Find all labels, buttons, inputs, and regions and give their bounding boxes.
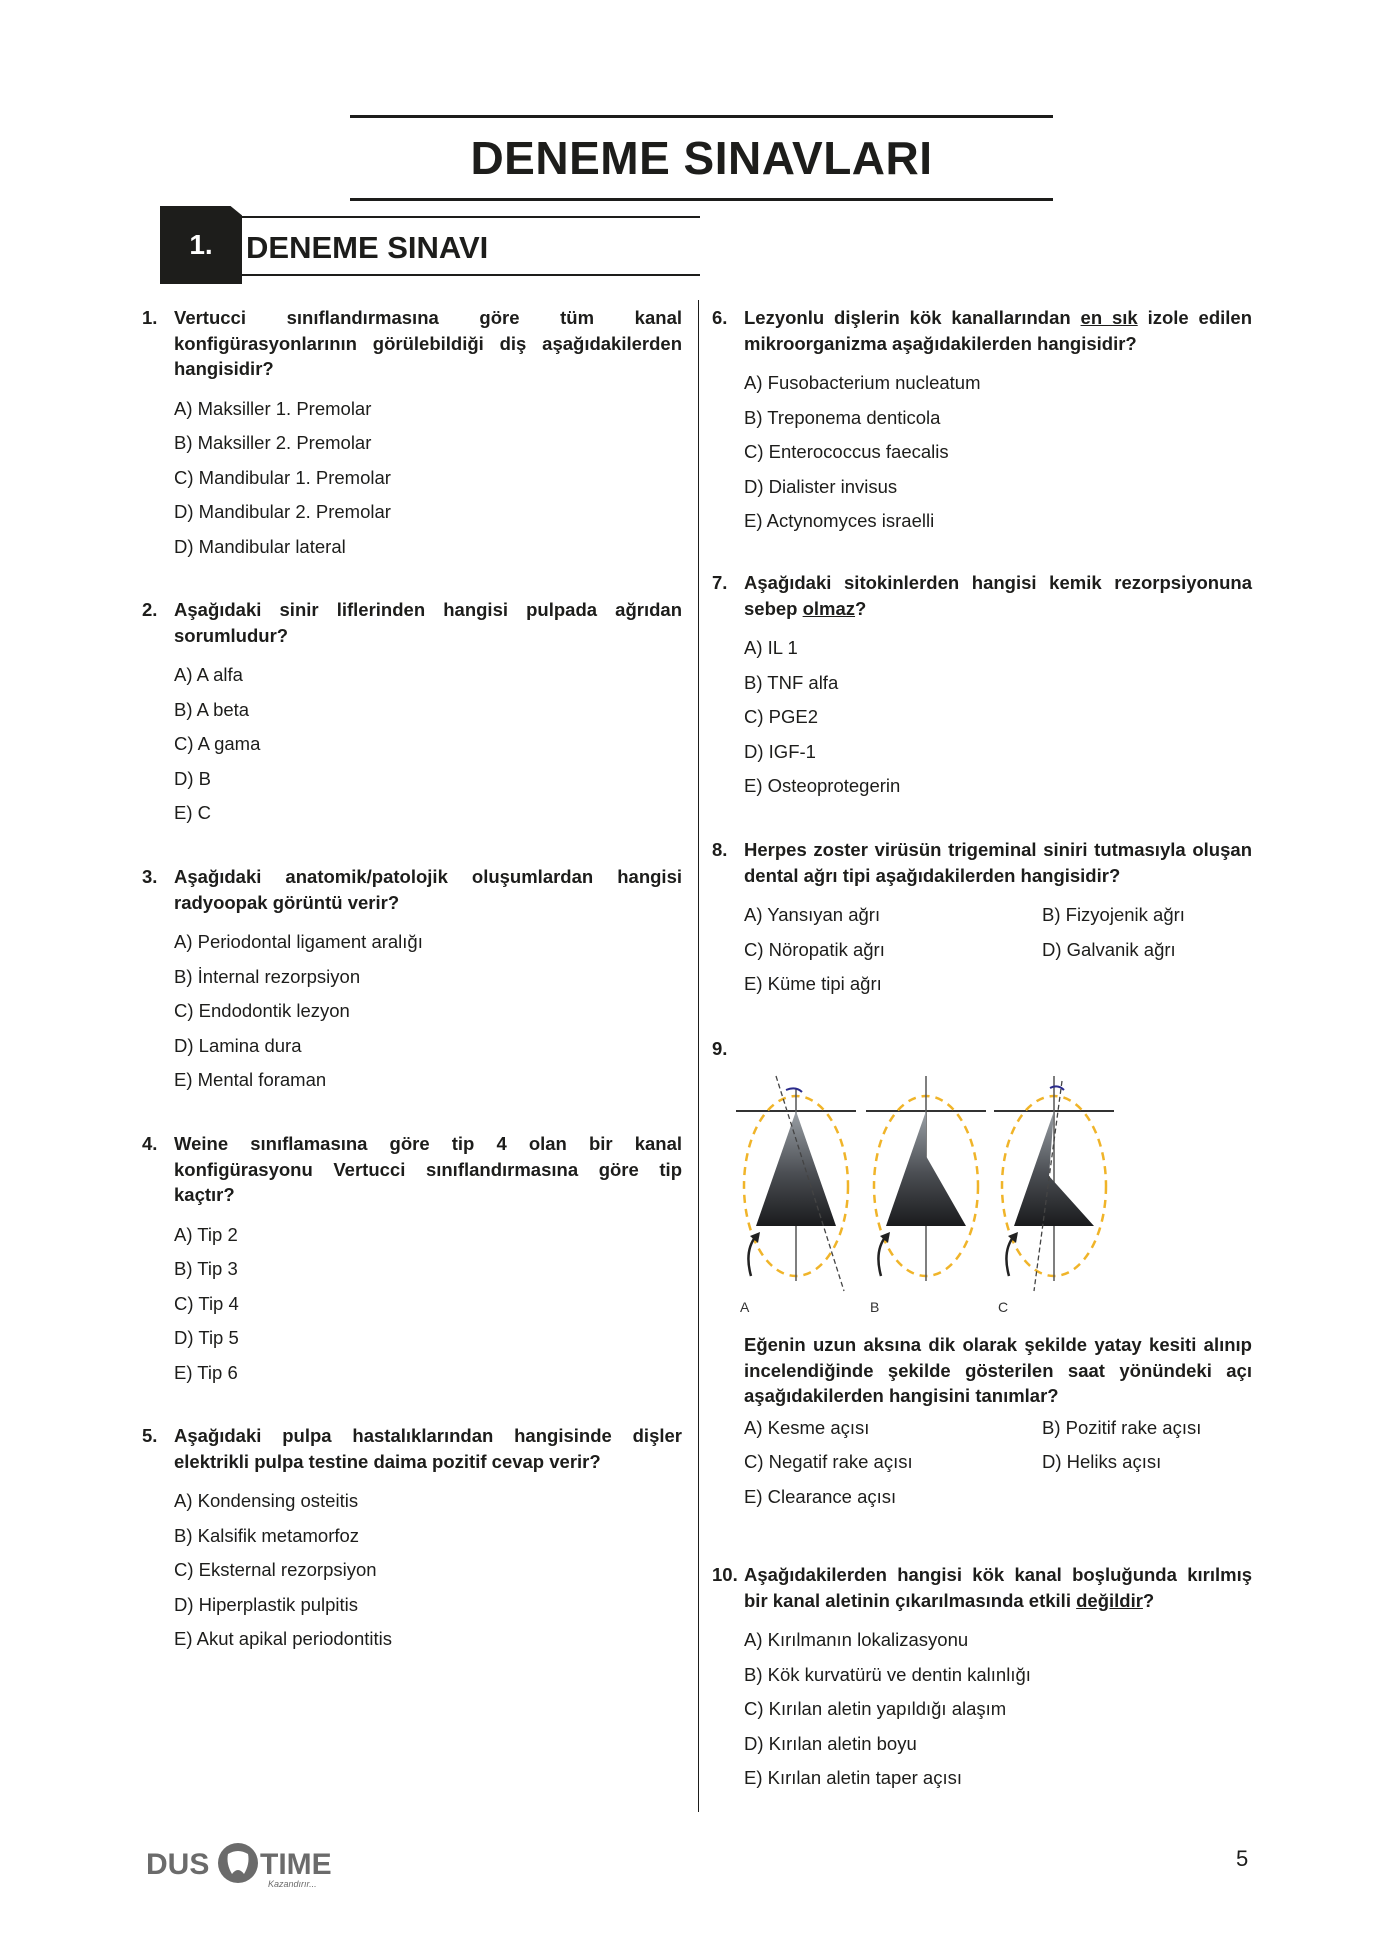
option: D) Mandibular lateral: [174, 535, 346, 557]
option: C) Eksternal rezorpsiyon: [174, 1559, 377, 1580]
question-1: [142, 305, 682, 564]
option: B) Tip 3: [174, 1258, 238, 1279]
option: D) Lamina dura: [174, 1034, 302, 1056]
question-6: [712, 305, 1252, 539]
option: D) Heliks açısı: [1042, 1451, 1162, 1472]
option: D) Dialister invisus: [744, 475, 898, 497]
divider: [240, 216, 700, 218]
logo-text-right: TIME: [260, 1848, 332, 1881]
question-number: 2.: [142, 599, 158, 620]
option: A) Fusobacterium nucleatum: [744, 372, 981, 393]
question-text: Aşağıdaki sinir liflerinden hangisi pulpada ağrıdan sorumludur?: [174, 599, 682, 646]
option: B) Kalsifik metamorfoz: [174, 1524, 360, 1546]
option: E) Kırılan aletin taper açısı: [744, 1767, 962, 1788]
question-4: [142, 1131, 682, 1390]
option: A) Kırılmanın lokalizasyonu: [744, 1629, 969, 1650]
question-7: [712, 570, 1252, 804]
question-text: Aşağıdaki anatomik/patolojik oluşumlardan hangisi radyoopak görüntü verir?: [174, 866, 682, 913]
option: E) Mental foraman: [174, 1069, 327, 1090]
dustime-logo: [146, 1840, 346, 1890]
question-number: 9.: [712, 1038, 728, 1059]
question-number: 1.: [142, 307, 158, 328]
option: A) A alfa: [174, 664, 243, 685]
question-number: 3.: [142, 866, 158, 887]
option: C) Enterococcus faecalis: [744, 441, 949, 462]
question-3: [142, 864, 682, 1098]
question-text: Eğenin uzun aksına dik olarak şekilde yatay kesiti alınıp incelendiğinde şekilde gösterilen saat yönündeki açı aşağıdakilerden hangisini tanımlar?: [744, 1334, 1252, 1406]
question-number: 8.: [712, 839, 728, 860]
page-number: 5: [1236, 1846, 1249, 1871]
figure-label-c: C: [998, 1299, 1009, 1315]
question-number: 6.: [712, 307, 728, 328]
question-9: [712, 1332, 1252, 1514]
page-title-block: [350, 115, 1053, 201]
figure-label-b: B: [870, 1299, 880, 1315]
option: D) IGF-1: [744, 740, 816, 762]
question-9-number: [712, 1036, 1252, 1062]
section-title: DENEME SINAVI: [246, 230, 489, 265]
page-title: DENEME SINAVLARI: [470, 132, 933, 184]
figure-panel-b: [866, 1076, 986, 1281]
section-number: 1.: [189, 229, 213, 260]
option: C) Negatif rake açısı: [744, 1451, 913, 1472]
question-text: Herpes zoster virüsün trigeminal siniri tutmasıyla oluşan dental ağrı tipi aşağıdakilerden hangisidir?: [744, 839, 1252, 886]
option: C) A gama: [174, 733, 261, 754]
question-number: 10.: [712, 1564, 738, 1585]
question-number: 5.: [142, 1425, 158, 1446]
option: A) Yansıyan ağrı: [744, 904, 881, 925]
option: B) İnternal rezorpsiyon: [174, 965, 361, 987]
figure-panel-c: [994, 1076, 1114, 1291]
option: A) Periodontal ligament aralığı: [174, 931, 423, 952]
option: E) Küme tipi ağrı: [744, 973, 882, 994]
option: B) Treponema denticola: [744, 406, 941, 428]
figure-panel-a: [736, 1076, 856, 1291]
option: A) Maksiller 1. Premolar: [174, 397, 372, 419]
figure-label-a: A: [740, 1299, 750, 1315]
option: A) IL 1: [744, 637, 798, 658]
question-8: [712, 837, 1252, 1002]
option: B) Pozitif rake açısı: [1042, 1416, 1202, 1438]
question-text: Vertucci sınıflandırmasına göre tüm kanal konfigürasyonlarının görülebildiği diş aşağıdakilerden hangisidir?: [174, 307, 682, 379]
question-text: Aşağıdakilerden hangisi kök kanal boşluğunda kırılmış bir kanal aletinin çıkarılmasında etkili değildir?: [744, 1564, 1252, 1611]
section-header: [160, 206, 700, 278]
question-text: Aşağıdaki sitokinlerden hangisi kemik rezorpsiyonuna sebep olmaz?: [744, 572, 1252, 619]
option: D) B: [174, 767, 211, 789]
option: C) Nöropatik ağrı: [744, 938, 885, 960]
option: B) Fizyojenik ağrı: [1042, 904, 1185, 925]
option: B) A beta: [174, 698, 250, 720]
option: B) Kök kurvatürü ve dentin kalınlığı: [744, 1663, 1031, 1685]
option: C) Kırılan aletin yapıldığı alaşım: [744, 1698, 1007, 1719]
option: C) Mandibular 1. Premolar: [174, 466, 391, 488]
option: A) Kesme açısı: [744, 1416, 870, 1438]
logo-text-left: DUS: [146, 1848, 210, 1881]
option: E) Tip 6: [174, 1361, 238, 1383]
question-number: 7.: [712, 572, 728, 593]
file-geometry-figure: [736, 1066, 1116, 1316]
option: D) Kırılan aletin boyu: [744, 1732, 917, 1754]
question-number: 4.: [142, 1133, 158, 1154]
option: E) Osteoprotegerin: [744, 775, 901, 796]
option: B) TNF alfa: [744, 671, 839, 693]
option: E) Akut apikal periodontitis: [174, 1628, 393, 1649]
option: D) Tip 5: [174, 1327, 239, 1348]
divider: [240, 274, 700, 276]
question-text: Lezyonlu dişlerin kök kanallarından en sık izole edilen mikroorganizma aşağıdakilerden hangisidir?: [744, 307, 1253, 354]
question-5: [142, 1423, 682, 1657]
option: D) Galvanik ağrı: [1042, 938, 1176, 960]
option: C) PGE2: [744, 706, 819, 727]
option: D) Hiperplastik pulpitis: [174, 1593, 359, 1615]
question-2: [142, 597, 682, 831]
question-text: Weine sınıflamasına göre tip 4 olan bir kanal konfigürasyonu Vertucci sınıflandırmasına göre tip kaçtır?: [174, 1133, 682, 1205]
option: B) Maksiller 2. Premolar: [174, 432, 372, 453]
question-text: Aşağıdaki pulpa hastalıklarından hangisinde dişler elektrikli pulpa testine daima pozitif cevap verir?: [174, 1425, 682, 1472]
option: E) Actynomyces israelli: [744, 510, 935, 531]
option: C) Tip 4: [174, 1292, 239, 1314]
question-10: [712, 1562, 1252, 1796]
column-divider: [698, 300, 699, 1812]
option: E) C: [174, 802, 211, 823]
logo-tagline: Kazandırır...: [268, 1879, 317, 1889]
option: C) Endodontik lezyon: [174, 1000, 350, 1021]
option: A) Kondensing osteitis: [174, 1490, 359, 1511]
option: A) Tip 2: [174, 1223, 238, 1245]
option: D) Mandibular 2. Premolar: [174, 501, 391, 522]
option: E) Clearance açısı: [744, 1485, 897, 1507]
